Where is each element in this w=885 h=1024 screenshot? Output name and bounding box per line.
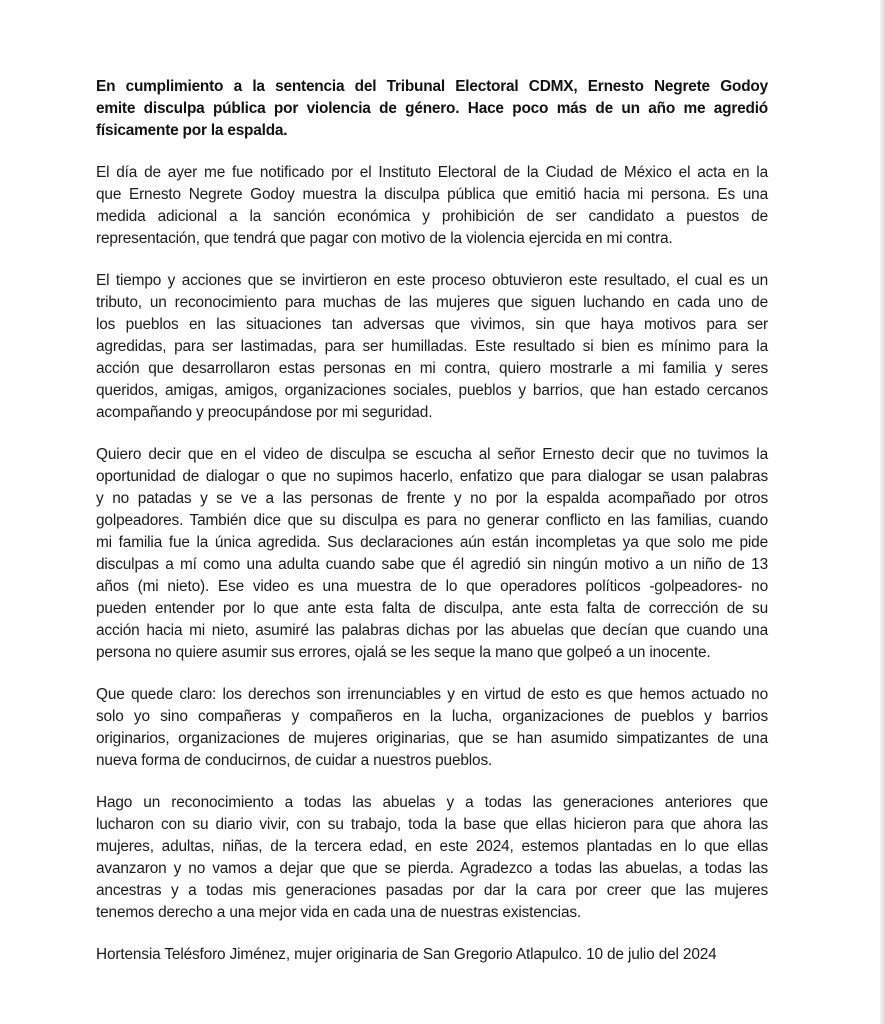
text-line: ancestras y a todas mis generaciones pasadas por dar la cara por creer que las mujeres (96, 882, 768, 899)
text-line: que Ernesto Negrete Godoy muestra la disculpa pública que emitió hacia mi persona. Es una (96, 186, 768, 203)
paragraph-notification (96, 162, 768, 250)
text-line: agredidas, para ser lastimadas, para ser humilladas. Este resultado si bien es mínimo para la (96, 338, 768, 355)
text-line: representación, que tendrá que pagar con motivo de la violencia ejercida en mi contra. (96, 230, 673, 247)
signature-line: Hortensia Telésforo Jiménez, mujer originaria de San Gregorio Atlapulco. 10 de julio del 2024 (96, 946, 717, 963)
text-line: El tiempo y acciones que se invirtieron en este proceso obtuvieron este resultado, el cual es un (96, 272, 768, 289)
title-line: En cumplimiento a la sentencia del Tribunal Electoral CDMX, Ernesto Negrete Godoy (96, 78, 768, 95)
text-line: acompañando y preocupándose por mi seguridad. (96, 404, 433, 421)
text-line: los pueblos en las situaciones tan adversas que vivimos, sin que haya motivos para ser (96, 316, 768, 333)
text-line: años (mi nieto). Ese video es una muestra de lo que operadores políticos -golpeadores- no (96, 578, 768, 595)
document-body (96, 76, 768, 986)
title-line: físicamente por la espalda. (96, 122, 288, 139)
paragraph-acknowledgement (96, 792, 768, 924)
text-line: acción hacia mi nieto, asumiré las palabras dichas por las abuelas que decían que cuando una (96, 622, 768, 639)
paragraph-result (96, 270, 768, 424)
text-line: pueden entender por lo que ante esta falta de disculpa, ante esta falta de corrección de su (96, 600, 768, 617)
signature (96, 944, 768, 966)
paragraph-rights (96, 684, 768, 772)
text-line: avanzaron y no vamos a dejar que que se pierda. Agradezco a todas las abuelas, a todas las (96, 860, 768, 877)
paragraph-video (96, 444, 768, 664)
title-line: emite disculpa pública por violencia de género. Hace poco más de un año me agredió (96, 100, 768, 117)
text-line: originarios, organizaciones de mujeres originarias, que se han asumido simpatizantes de una (96, 730, 768, 747)
page-edge-divider (880, 0, 885, 1024)
text-line: y no patadas y se ve a las personas de frente y no por la espalda acompañado por otros (96, 490, 768, 507)
text-line: nueva forma de conducirnos, de cuidar a nuestros pueblos. (96, 752, 493, 769)
text-line: solo yo sino compañeras y compañeros en la lucha, organizaciones de pueblos y barrios (96, 708, 768, 725)
text-line: persona no quiere asumir sus errores, ojalá se les seque la mano que golpeó a un inocente. (96, 644, 711, 661)
document-title (96, 76, 768, 142)
text-line: lucharon con su diario vivir, con su trabajo, toda la base que ellas hicieron para que ahora las (96, 816, 768, 833)
text-line: Quiero decir que en el video de disculpa se escucha al señor Ernesto decir que no tuvimos la (96, 446, 768, 463)
text-line: medida adicional a la sanción económica y prohibición de ser candidato a puestos de (96, 208, 768, 225)
text-line: tributo, un reconocimiento para muchas de las mujeres que siguen luchando en cada uno de (96, 294, 768, 311)
text-line: tenemos derecho a una mejor vida en cada una de nuestras existencias. (96, 904, 582, 921)
text-line: queridos, amigas, amigos, organizaciones sociales, pueblos y barrios, que han estado cercanos (96, 382, 768, 399)
text-line: mujeres, adultas, niñas, de la tercera edad, en este 2024, estemos plantadas en lo que ellas (96, 838, 768, 855)
text-line: El día de ayer me fue notificado por el Instituto Electoral de la Ciudad de México el acta en la (96, 164, 768, 181)
text-line: disculpas a mí como una adulta cuando sabe que él agredió sin ningún motivo a un niño de 13 (96, 556, 768, 573)
text-line: Que quede claro: los derechos son irrenunciables y en virtud de esto es que hemos actuado no (96, 686, 768, 703)
text-line: golpeadores. También dice que su disculpa es para no generar conflicto en las familias, cuando (96, 512, 768, 529)
text-line: mi familia fue la única agredida. Sus declaraciones aún están incompletas ya que solo me pide (96, 534, 768, 551)
text-line: Hago un reconocimiento a todas las abuelas y a todas las generaciones anteriores que (96, 794, 768, 811)
text-line: oportunidad de dialogar o que no supimos hacerlo, enfatizo que para dialogar se usan palabras (96, 468, 768, 485)
text-line: acción que desarrollaron estas personas en mi contra, quiero mostrarle a mi familia y seres (96, 360, 768, 377)
